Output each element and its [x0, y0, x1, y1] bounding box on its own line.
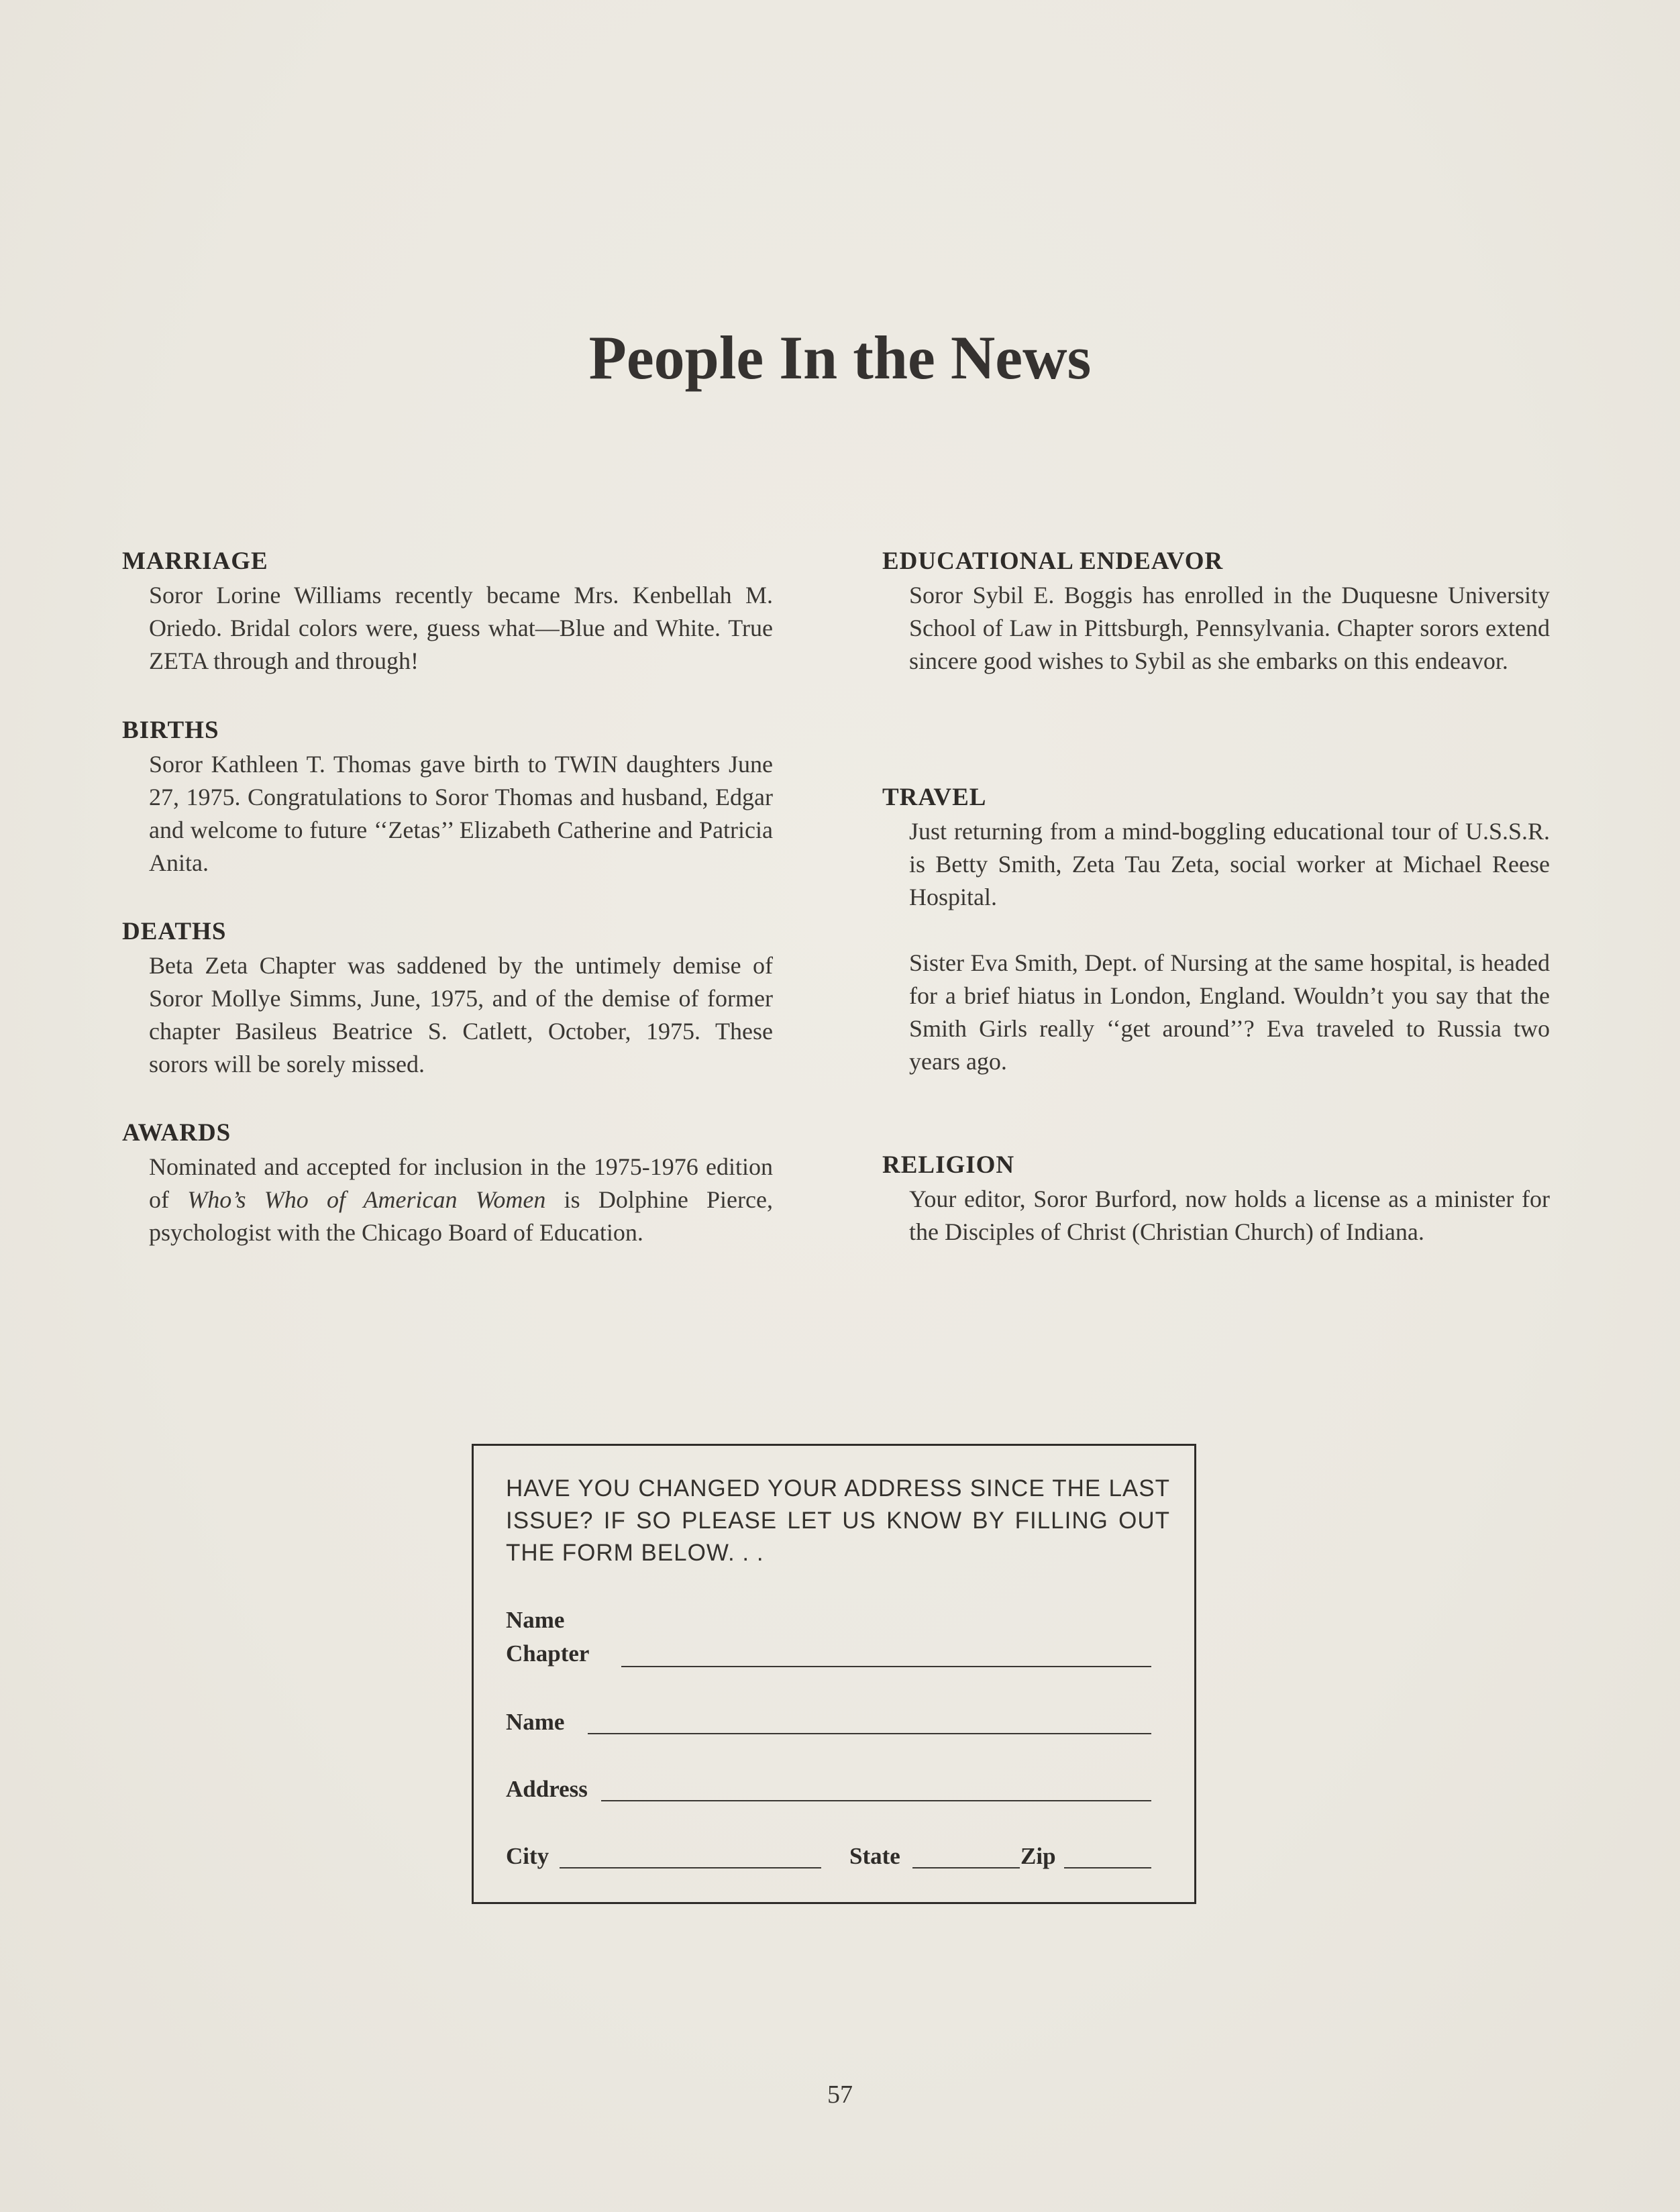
- zip-label: Zip: [1020, 1843, 1056, 1869]
- section-heading: AWARDS: [122, 1119, 231, 1147]
- section-paragraph: Soror Kathleen T. Thomas gave birth to TWIN daughters June 27, 1975. Congratulations to Soror Thomas and husband, Edgar and welcome to future ‘‘Zetas’’ Elizabeth Catherine and Patricia Anita.: [149, 751, 773, 876]
- section-heading: MARRIAGE: [122, 547, 268, 575]
- page-title: People In the News: [588, 323, 1092, 392]
- section-paragraph: Soror Sybil E. Boggis has enrolled in the Duquesne University School of Law in Pittsburgh, Pennsylvania. Chapter sorors extend sincere good wishes to Sybil as she embarks on this endeavor.: [909, 582, 1550, 674]
- name-label-2: Name: [506, 1709, 565, 1735]
- awards-text-pre: Nominated and accepted for inclusion in the 1975-1976 edition of: [149, 1153, 773, 1213]
- section-paragraph: Beta Zeta Chapter was saddened by the untimely demise of Soror Mollye Simms, June, 1975, and of the demise of former chapter Basileus Beatrice S. Catlett, October, 1975. These sorors will be sorely missed.: [149, 952, 773, 1077]
- section-paragraph: Your editor, Soror Burford, now holds a license as a minister for the Disciples of Christ (Christian Church) of Indiana.: [909, 1186, 1550, 1245]
- section-paragraph: [149, 1151, 773, 1249]
- section-heading: TRAVEL: [882, 784, 987, 811]
- religion-section: [882, 1149, 1553, 1249]
- travel-section: [882, 781, 1553, 1078]
- city-label: City: [506, 1843, 549, 1869]
- marriage-section: [122, 545, 790, 678]
- city-input-line[interactable]: [560, 1867, 821, 1868]
- section-heading: DEATHS: [122, 918, 227, 945]
- awards-section: [122, 1116, 790, 1249]
- section-paragraph: Sister Eva Smith, Dept. of Nursing at the same hospital, is headed for a brief hiatus in London, England. Wouldn’t you say that the Smith Girls really ‘‘get around’’? Eva traveled to Russia two years ago.: [909, 949, 1550, 1075]
- chapter-input-line[interactable]: [621, 1666, 1151, 1667]
- deaths-section: [122, 915, 790, 1081]
- section-body: [909, 1183, 1550, 1249]
- address-change-form: [472, 1444, 1196, 1904]
- awards-text-post: is Dolphine Pierce, psychologist with the Chicago Board of Education.: [149, 1186, 773, 1246]
- page-number: 57: [827, 2081, 853, 2109]
- section-heading: EDUCATIONAL ENDEAVOR: [882, 547, 1224, 575]
- name-input-line[interactable]: [588, 1733, 1151, 1734]
- address-label: Address: [506, 1776, 588, 1802]
- section-paragraph: Soror Lorine Williams recently became Mrs. Kenbellah M. Oriedo. Bridal colors were, guess what—Blue and White. True ZETA through and through!: [149, 582, 773, 674]
- state-label: State: [849, 1843, 900, 1869]
- form-intro-text: HAVE YOU CHANGED YOUR ADDRESS SINCE THE LAST ISSUE? IF SO PLEASE LET US KNOW BY FILLING OUT THE FORM BELOW. . .: [506, 1475, 1170, 1566]
- section-heading: BIRTHS: [122, 717, 219, 744]
- section-body: [149, 1151, 773, 1249]
- state-input-line[interactable]: [912, 1867, 1020, 1868]
- section-body: [149, 579, 773, 678]
- section-body: [909, 815, 1550, 1078]
- section-body: [909, 579, 1550, 678]
- section-paragraph: Just returning from a mind-boggling educational tour of U.S.S.R. is Betty Smith, Zeta Tau Zeta, social worker at Michael Reese Hospital.: [909, 818, 1550, 910]
- address-input-line[interactable]: [601, 1800, 1151, 1801]
- zip-input-line[interactable]: [1064, 1867, 1151, 1868]
- publication-title: Who’s Who of American Women: [187, 1186, 546, 1213]
- section-heading: RELIGION: [882, 1151, 1015, 1179]
- section-body: [149, 748, 773, 880]
- educational-endeavor-section: [882, 545, 1553, 678]
- section-body: [149, 949, 773, 1081]
- chapter-label: Chapter: [506, 1640, 590, 1667]
- births-section: [122, 714, 790, 880]
- name-label-1: Name: [506, 1607, 565, 1633]
